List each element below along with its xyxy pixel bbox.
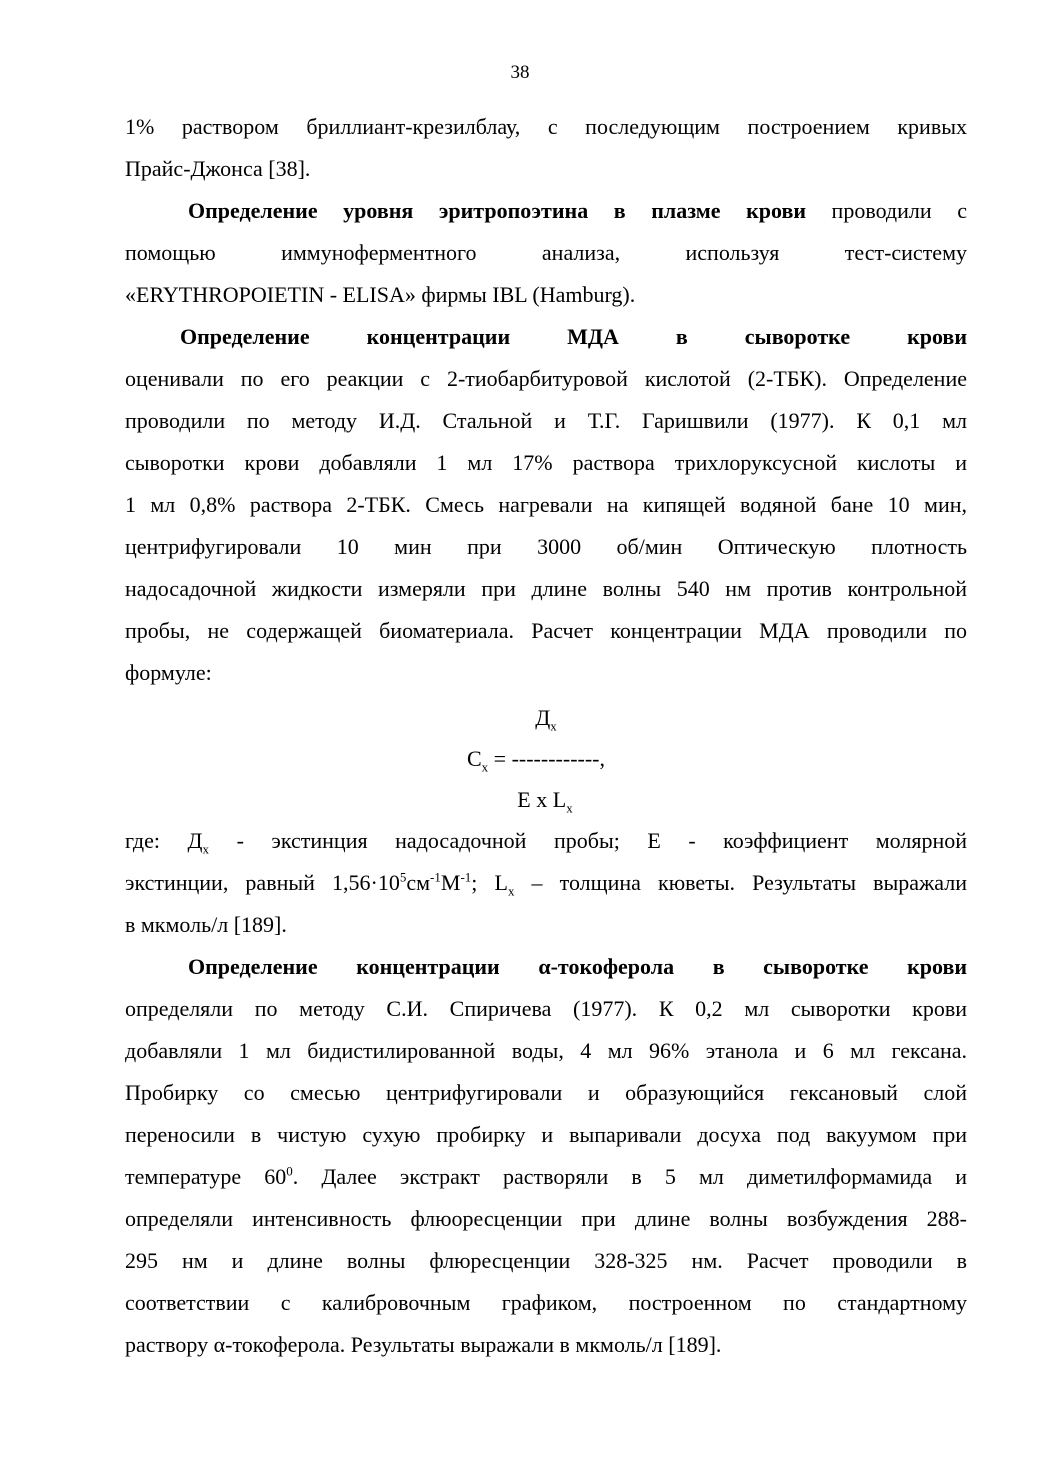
paragraph-heading-line — [188, 196, 967, 226]
text-line: 1% раствором бриллиант-крезилблау, с последующим построением кривых — [125, 114, 967, 139]
superscript: -1 — [430, 869, 441, 885]
formula-text: Е х L — [517, 787, 567, 812]
text-span: ; L — [471, 870, 508, 895]
superscript: 0 — [286, 1163, 293, 1179]
text-line — [125, 1162, 967, 1192]
text-span: М — [440, 870, 461, 895]
text-span: где: Д — [125, 828, 203, 853]
text-line: переносили в чистую сухую пробирку и выпаривали досуха под вакуумом при — [125, 1122, 967, 1147]
formula-numerator — [0, 703, 1040, 733]
text-line: 295 нм и длине волны флюресценции 328-325 нм. Расчет проводили в — [125, 1248, 967, 1273]
text-span: температуре 60 — [125, 1164, 287, 1189]
text-line — [125, 826, 967, 856]
text-line: пробы, не содержащей биоматериала. Расчет концентрации МДА проводили по — [125, 618, 967, 643]
subscript: х — [507, 883, 515, 899]
formula-subscript: х — [481, 759, 489, 775]
text-span: экстинции, равный 1,56·10 — [125, 870, 400, 895]
subscript: х — [202, 841, 210, 857]
text-line: определяли по методу С.И. Спиричева (1977). К 0,2 мл сыворотки крови — [125, 996, 967, 1021]
formula-text: С — [466, 746, 482, 771]
text-line: формуле: — [125, 660, 212, 685]
text-line: 1 мл 0,8% раствора 2-ТБК. Смесь нагревали на кипящей водяной бане 10 мин, — [125, 492, 967, 517]
text-line: центрифугировали 10 мин при 3000 об/мин Оптическую плотность — [125, 534, 967, 559]
formula-subscript: х — [550, 718, 557, 734]
formula-main — [0, 744, 1040, 774]
bold-heading: Определение уровня эритропоэтина в плазме крови — [188, 198, 806, 223]
text-line: «ERYTHROPOIETIN - ELISA» фирмы IBL (Hamburg). — [125, 282, 636, 307]
paragraph-heading-line — [188, 952, 967, 982]
text-line: соответствии с калибровочным графиком, построенном по стандартному — [125, 1290, 967, 1315]
text-span: – толщина кюветы. Результаты выражали — [514, 870, 967, 895]
superscript: 5 — [399, 869, 407, 885]
bold-heading: Определение концентрации МДА в сыворотке крови — [180, 324, 967, 349]
text-line: помощью иммуноферментного анализа, используя тест-систему — [125, 240, 967, 265]
text-span: см — [406, 870, 431, 895]
text-span: . Далее экстракт растворяли в 5 мл диметилформамида и — [292, 1164, 967, 1189]
text-span: проводили с — [806, 198, 967, 223]
text-line: раствору α-токоферола. Результаты выражали в мкмоль/л [189]. — [125, 1332, 722, 1357]
text-line: Пробирку со смесью центрифугировали и образующийся гексановый слой — [125, 1080, 967, 1105]
text-line: добавляли 1 мл бидистилированной воды, 4 мл 96% этанола и 6 мл гексана. — [125, 1038, 967, 1063]
paragraph-heading-line — [180, 322, 967, 352]
text-line — [125, 868, 967, 898]
formula-text: = ------------, — [488, 746, 605, 771]
bold-heading: Определение концентрации α-токоферола в сыворотке крови — [188, 954, 967, 979]
text-span: - экстинция надосадочной пробы; Е - коэффициент молярной — [209, 828, 967, 853]
text-line: сыворотки крови добавляли 1 мл 17% раствора трихлоруксусной кислоты и — [125, 450, 967, 475]
text-line: в мкмоль/л [189]. — [125, 912, 287, 937]
text-line: проводили по методу И.Д. Стальной и Т.Г. Гаришвили (1977). К 0,1 мл — [125, 408, 967, 433]
formula-denominator — [0, 785, 1040, 815]
text-line: определяли интенсивность флюоресценции при длине волны возбуждения 288- — [125, 1206, 967, 1231]
superscript: -1 — [460, 869, 472, 885]
text-line: Прайс-Джонса [38]. — [125, 156, 311, 181]
page-number: 38 — [510, 62, 530, 83]
text-line: оценивали по его реакции с 2-тиобарбитуровой кислотой (2-ТБК). Определение — [125, 366, 967, 391]
formula-subscript: х — [566, 800, 573, 816]
text-line: надосадочной жидкости измеряли при длине волны 540 нм против контрольной — [125, 576, 967, 601]
formula-text: Д — [535, 705, 551, 730]
